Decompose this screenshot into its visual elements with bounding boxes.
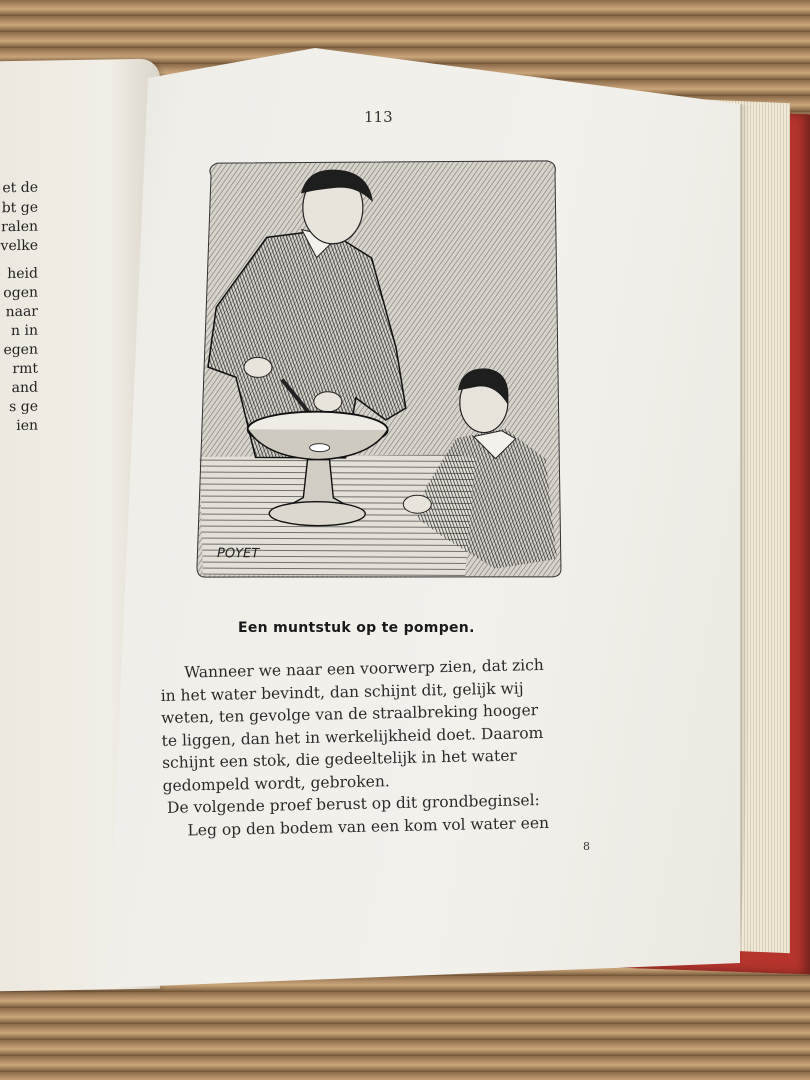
body-paragraph: [160, 652, 624, 842]
body-line: Leg op den bodem van een kom vol water een: [187, 813, 550, 839]
left-page-fragment: velke: [0, 237, 38, 255]
body-line: schijnt een stok, die gedeeltelijk in het water: [161, 746, 518, 772]
left-page-fragment: and: [11, 379, 38, 397]
figure-caption: Een muntstuk op te pompen.: [238, 620, 475, 636]
left-page-fragment: ien: [16, 417, 38, 435]
engraving-illustration: [195, 157, 565, 581]
body-line: in het water bevindt, dan schijnt dit, gelijk wij: [160, 678, 524, 705]
body-line: te liggen, dan het in werkelijkheid doet. Daarom: [161, 723, 544, 750]
left-page-fragment: ogen: [3, 284, 38, 302]
body-line: weten, ten gevolge van de straalbreking hooger: [160, 701, 539, 727]
left-page-fragment: bt ge: [1, 199, 38, 217]
left-page-fragment: n in: [11, 322, 38, 340]
left-page-fragment: naar: [5, 303, 38, 321]
artist-signature: POYET: [216, 546, 260, 562]
left-page-fragment: rmt: [12, 360, 38, 378]
page-number: 113: [364, 108, 393, 126]
left-page-fragment: heid: [7, 265, 38, 283]
body-line: Wanneer we naar een voorwerp zien, dat zich: [184, 655, 545, 682]
left-page-fragment: et de: [2, 179, 38, 197]
body-line: gedompeld wordt, gebroken.: [162, 771, 390, 795]
left-page-fragment: s ge: [9, 398, 38, 416]
signature-mark: 8: [583, 840, 590, 853]
left-page-fragment: ralen: [1, 218, 38, 236]
left-page-fragment: egen: [3, 341, 38, 359]
body-line: De volgende proef berust op dit grondbeginsel:: [166, 791, 540, 817]
